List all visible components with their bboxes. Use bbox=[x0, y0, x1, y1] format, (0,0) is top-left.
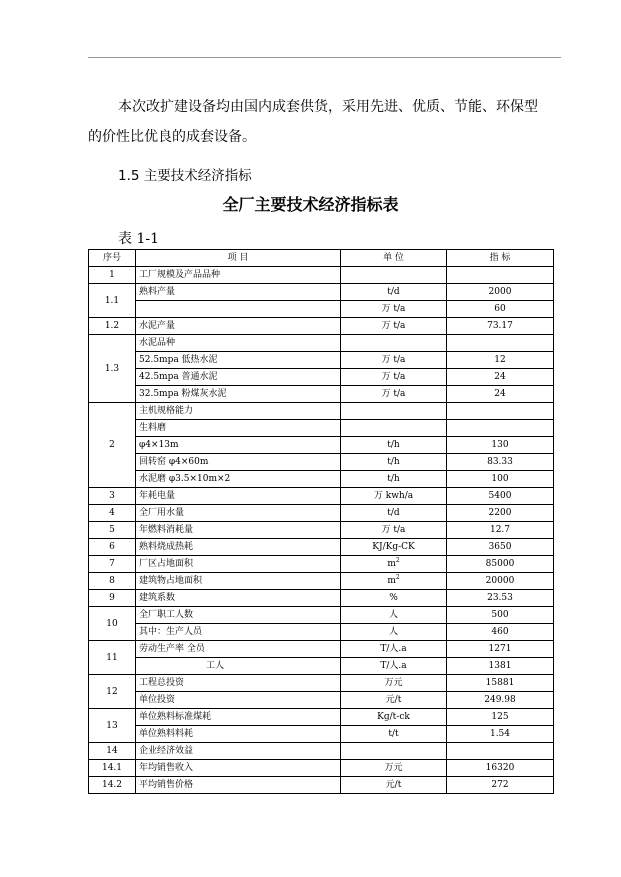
cell-unit: t/h bbox=[341, 454, 447, 471]
header-unit: 单 位 bbox=[341, 250, 447, 267]
cell-unit bbox=[341, 573, 447, 590]
cell-value bbox=[447, 420, 554, 437]
cell-seq: 14.1 bbox=[89, 760, 136, 777]
cell-unit: 万 t/a bbox=[341, 386, 447, 403]
cell-unit: 万 t/a bbox=[341, 522, 447, 539]
cell-unit: 万 t/a bbox=[341, 352, 447, 369]
header-seq: 序号 bbox=[89, 250, 136, 267]
cell-item: 建筑系数 bbox=[136, 590, 341, 607]
cell-value: 16320 bbox=[447, 760, 554, 777]
cell-value: 23.53 bbox=[447, 590, 554, 607]
cell-seq: 7 bbox=[89, 556, 136, 573]
table-row bbox=[89, 709, 554, 726]
cell-item: 全厂用水量 bbox=[136, 505, 341, 522]
cell-value: 20000 bbox=[447, 573, 554, 590]
table-row bbox=[89, 607, 554, 624]
cell-item: 工程总投资 bbox=[136, 675, 341, 692]
cell-item: 建筑物占地面积 bbox=[136, 573, 341, 590]
cell-value: 12 bbox=[447, 352, 554, 369]
cell-item: 52.5mpa 低热水泥 bbox=[136, 352, 341, 369]
cell-value: 2200 bbox=[447, 505, 554, 522]
cell-item: φ4×13m bbox=[136, 437, 341, 454]
table-row bbox=[89, 539, 554, 556]
table-row bbox=[89, 641, 554, 658]
table-row bbox=[89, 743, 554, 760]
indicator-table bbox=[88, 249, 554, 794]
cell-item: 企业经济效益 bbox=[136, 743, 341, 760]
cell-value: 24 bbox=[447, 369, 554, 386]
cell-value: 85000 bbox=[447, 556, 554, 573]
unit-text: m bbox=[387, 576, 396, 586]
cell-seq: 1.1 bbox=[89, 284, 136, 318]
cell-unit: 万 t/a bbox=[341, 369, 447, 386]
cell-value: 83.33 bbox=[447, 454, 554, 471]
table-row bbox=[89, 590, 554, 607]
cell-seq: 1 bbox=[89, 267, 136, 284]
cell-item: 单位熟料料耗 bbox=[136, 726, 341, 743]
table-row bbox=[89, 726, 554, 743]
cell-item: 劳动生产率 全员 bbox=[136, 641, 341, 658]
unit-text: m bbox=[387, 559, 396, 569]
table-row bbox=[89, 505, 554, 522]
cell-value: 500 bbox=[447, 607, 554, 624]
table-title: 全厂主要技术经济指标表 bbox=[222, 195, 399, 214]
cell-value: 100 bbox=[447, 471, 554, 488]
cell-item: 水泥品种 bbox=[136, 335, 341, 352]
cell-unit: KJ/Kg-CK bbox=[341, 539, 447, 556]
intro-paragraph-line-2: 的价性比优良的成套设备。 bbox=[88, 129, 256, 145]
header-item: 项 目 bbox=[136, 250, 341, 267]
table-row bbox=[89, 777, 554, 794]
table-row bbox=[89, 352, 554, 369]
cell-seq: 2 bbox=[89, 403, 136, 488]
table-row bbox=[89, 454, 554, 471]
cell-seq: 1.3 bbox=[89, 335, 136, 403]
cell-value bbox=[447, 335, 554, 352]
table-row bbox=[89, 267, 554, 284]
cell-unit: T/人.a bbox=[341, 658, 447, 675]
table-header-row bbox=[89, 250, 554, 267]
cell-unit: t/h bbox=[341, 437, 447, 454]
cell-unit: 万 t/a bbox=[341, 318, 447, 335]
cell-value: 15881 bbox=[447, 675, 554, 692]
header-value: 指 标 bbox=[447, 250, 554, 267]
table-row bbox=[89, 420, 554, 437]
table-row bbox=[89, 573, 554, 590]
table-row bbox=[89, 369, 554, 386]
cell-unit: 元/t bbox=[341, 777, 447, 794]
cell-unit bbox=[341, 556, 447, 573]
intro-paragraph-line-1: 本次改扩建设备均由国内成套供货，采用先进、优质、节能、环保型 bbox=[118, 99, 538, 115]
cell-seq: 4 bbox=[89, 505, 136, 522]
cell-unit: 元/t bbox=[341, 692, 447, 709]
cell-seq: 9 bbox=[89, 590, 136, 607]
cell-seq: 14 bbox=[89, 743, 136, 760]
table-row bbox=[89, 658, 554, 675]
cell-value: 460 bbox=[447, 624, 554, 641]
cell-value: 5400 bbox=[447, 488, 554, 505]
cell-seq: 12 bbox=[89, 675, 136, 709]
cell-item: 厂区占地面积 bbox=[136, 556, 341, 573]
cell-value: 1381 bbox=[447, 658, 554, 675]
cell-value: 1.54 bbox=[447, 726, 554, 743]
cell-item: 水泥产量 bbox=[136, 318, 341, 335]
cell-value: 24 bbox=[447, 386, 554, 403]
cell-item: 年耗电量 bbox=[136, 488, 341, 505]
cell-item: 32.5mpa 粉煤灰水泥 bbox=[136, 386, 341, 403]
table-row bbox=[89, 488, 554, 505]
table-row bbox=[89, 556, 554, 573]
cell-unit: Kg/t-ck bbox=[341, 709, 447, 726]
cell-seq: 3 bbox=[89, 488, 136, 505]
table-row bbox=[89, 335, 554, 352]
cell-unit: 万 kwh/a bbox=[341, 488, 447, 505]
cell-unit: 万元 bbox=[341, 675, 447, 692]
cell-item: 回转窑 φ4×60m bbox=[136, 454, 341, 471]
cell-unit: t/h bbox=[341, 471, 447, 488]
table-row bbox=[89, 471, 554, 488]
cell-unit bbox=[341, 403, 447, 420]
table-row bbox=[89, 675, 554, 692]
table-row bbox=[89, 403, 554, 420]
cell-item: 熟料产量 bbox=[136, 284, 341, 301]
cell-unit: t/d bbox=[341, 284, 447, 301]
table-row bbox=[89, 522, 554, 539]
cell-seq: 6 bbox=[89, 539, 136, 556]
cell-value: 73.17 bbox=[447, 318, 554, 335]
cell-unit: t/d bbox=[341, 505, 447, 522]
cell-seq: 5 bbox=[89, 522, 136, 539]
cell-value bbox=[447, 267, 554, 284]
cell-value: 3650 bbox=[447, 539, 554, 556]
table-row bbox=[89, 284, 554, 301]
cell-unit: 人 bbox=[341, 607, 447, 624]
table-label: 表 1-1 bbox=[118, 231, 159, 247]
cell-unit: 万 t/a bbox=[341, 301, 447, 318]
header-rule bbox=[88, 57, 561, 58]
cell-value: 2000 bbox=[447, 284, 554, 301]
cell-unit: % bbox=[341, 590, 447, 607]
cell-value: 130 bbox=[447, 437, 554, 454]
cell-seq: 10 bbox=[89, 607, 136, 641]
cell-value bbox=[447, 743, 554, 760]
cell-value: 249.98 bbox=[447, 692, 554, 709]
cell-item: 工人 bbox=[136, 658, 341, 675]
cell-value bbox=[447, 403, 554, 420]
cell-unit bbox=[341, 335, 447, 352]
cell-unit bbox=[341, 420, 447, 437]
cell-value: 125 bbox=[447, 709, 554, 726]
cell-item: 生料磨 bbox=[136, 420, 341, 437]
cell-seq: 8 bbox=[89, 573, 136, 590]
section-heading: 1.5 主要技术经济指标 bbox=[118, 168, 252, 184]
table-row bbox=[89, 301, 554, 318]
cell-item: 其中：生产人员 bbox=[136, 624, 341, 641]
table-row bbox=[89, 692, 554, 709]
cell-unit: 人 bbox=[341, 624, 447, 641]
cell-seq: 11 bbox=[89, 641, 136, 675]
cell-item bbox=[136, 301, 341, 318]
cell-unit: 万元 bbox=[341, 760, 447, 777]
cell-unit bbox=[341, 267, 447, 284]
cell-value: 272 bbox=[447, 777, 554, 794]
table-row bbox=[89, 760, 554, 777]
cell-value: 60 bbox=[447, 301, 554, 318]
table-row bbox=[89, 318, 554, 335]
cell-unit bbox=[341, 743, 447, 760]
unit-superscript: 2 bbox=[395, 574, 400, 581]
cell-unit: t/t bbox=[341, 726, 447, 743]
cell-seq: 14.2 bbox=[89, 777, 136, 794]
table-row bbox=[89, 386, 554, 403]
cell-seq: 13 bbox=[89, 709, 136, 743]
cell-value: 1271 bbox=[447, 641, 554, 658]
cell-item: 平均销售价格 bbox=[136, 777, 341, 794]
cell-item: 42.5mpa 普通水泥 bbox=[136, 369, 341, 386]
table-row bbox=[89, 624, 554, 641]
cell-item: 熟料烧成热耗 bbox=[136, 539, 341, 556]
cell-item: 年均销售收入 bbox=[136, 760, 341, 777]
cell-unit: T/人.a bbox=[341, 641, 447, 658]
unit-superscript: 2 bbox=[395, 557, 400, 564]
cell-item: 工厂规模及产品品种 bbox=[136, 267, 341, 284]
cell-item: 全厂职工人数 bbox=[136, 607, 341, 624]
cell-value: 12.7 bbox=[447, 522, 554, 539]
cell-item: 水泥磨 φ3.5×10m×2 bbox=[136, 471, 341, 488]
cell-item: 年燃料消耗量 bbox=[136, 522, 341, 539]
cell-item: 单位熟料标准煤耗 bbox=[136, 709, 341, 726]
table-row bbox=[89, 437, 554, 454]
cell-item: 单位投资 bbox=[136, 692, 341, 709]
cell-item: 主机规格能力 bbox=[136, 403, 341, 420]
cell-seq: 1.2 bbox=[89, 318, 136, 335]
